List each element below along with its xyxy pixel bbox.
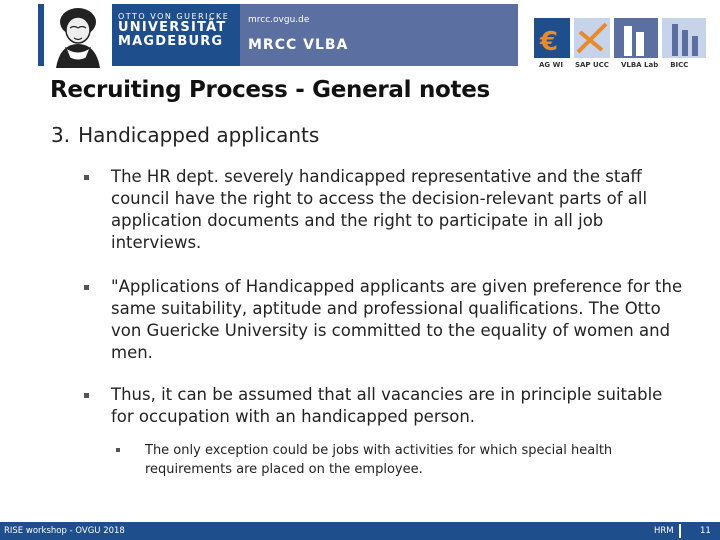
bullet-square-icon bbox=[84, 393, 89, 398]
bullet-item bbox=[84, 166, 684, 254]
svg-text:€: € bbox=[540, 27, 559, 57]
section-number: 3. bbox=[51, 123, 71, 147]
section-heading-text: Handicapped applicants bbox=[78, 123, 320, 147]
footer-event: RISE workshop - OVGU 2018 bbox=[4, 526, 125, 536]
university-line-3: MAGDEBURG bbox=[118, 34, 224, 49]
slide-title: Recruiting Process - General notes bbox=[50, 77, 490, 103]
partner-logo-labels bbox=[536, 60, 691, 70]
bullet-square-icon bbox=[84, 175, 89, 180]
sub-bullet-text: The only exception could be jobs with activities for which special health requirements are placed on the employee. bbox=[145, 443, 613, 477]
university-line-1: OTTO VON GUERICKE bbox=[118, 12, 230, 21]
page-number: 11 bbox=[700, 526, 711, 536]
logo-label-sapucc: SAP UCC bbox=[574, 61, 609, 69]
footer-divider bbox=[679, 524, 681, 538]
mrcc-name: MRCC VLBA bbox=[248, 37, 349, 53]
section-heading bbox=[51, 123, 319, 147]
slide-header bbox=[0, 0, 720, 78]
bullet-item bbox=[84, 276, 684, 364]
sub-bullet-item bbox=[116, 441, 656, 479]
university-name bbox=[118, 12, 229, 49]
bullet-square-icon bbox=[84, 285, 89, 290]
slide-footer bbox=[0, 522, 720, 540]
mrcc-url: mrcc.ovgu.de bbox=[248, 15, 310, 25]
logo-label-bicc: BICC bbox=[670, 61, 689, 69]
bullet-text: The HR dept. severely handicapped representative and the staff council have the right to access the decision-relevant parts of all application documents and the right to participate in all job interviews. bbox=[111, 167, 648, 252]
bullet-text: Thus, it can be assumed that all vacancies are in principle suitable for occupation with an handicapped person. bbox=[111, 385, 663, 426]
bullet-text: "Applications of Handicapped applicants are given preference for the same suitability, aptitude and professional qualifications. The Otto von Guericke University is committed to the equality of women and men. bbox=[111, 277, 683, 362]
mrcc-banner bbox=[240, 4, 518, 66]
sub-bullet-square-icon bbox=[116, 448, 120, 452]
footer-topic: HRM bbox=[654, 526, 674, 536]
logo-label-vlbalab: VLBA Lab bbox=[620, 61, 659, 69]
logo-label-agwi: AG WI bbox=[539, 61, 563, 69]
portrait-logo-icon bbox=[44, 2, 112, 68]
university-line-2: UNIVERSITÄT bbox=[118, 20, 227, 35]
bullet-item bbox=[84, 384, 684, 428]
